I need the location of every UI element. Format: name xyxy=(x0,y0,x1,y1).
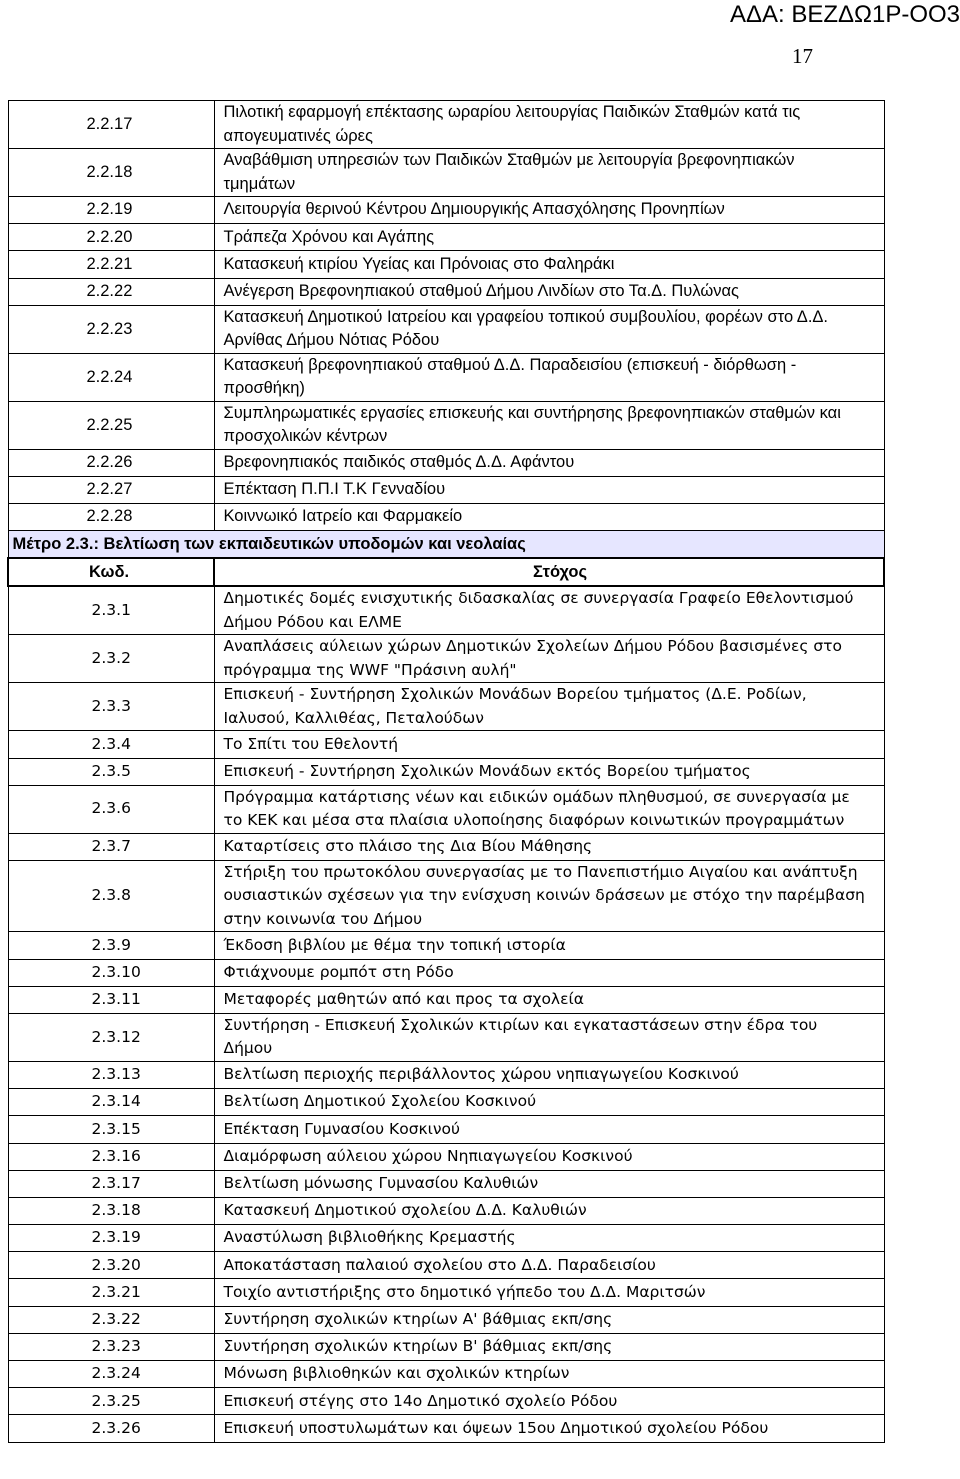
goal-cell: Μόνωση βιβλιοθηκών και σχολικών κτηρίων xyxy=(214,1361,884,1388)
table-row xyxy=(8,1225,884,1252)
goal-cell: Αναπλάσεις αύλειων χώρων Δημοτικών Σχολείων Δήμου Ρόδου βασισμένες στο πρόγραμμα της WWF "Πράσινη αυλή" xyxy=(214,635,884,683)
table-row xyxy=(8,1279,884,1306)
code-cell: 2.2.20 xyxy=(8,224,214,251)
page-number: 17 xyxy=(792,44,813,68)
table-row xyxy=(8,401,884,449)
goal-cell: Φτιάχνουμε ρομπότ στη Ρόδο xyxy=(214,959,884,986)
table-row xyxy=(8,833,884,860)
table-row xyxy=(8,683,884,731)
table-row xyxy=(8,959,884,986)
table-row xyxy=(8,586,884,635)
goal-cell: Καταρτίσεις στο πλάισο της Δια Βίου Μάθησης xyxy=(214,833,884,860)
code-cell: 2.2.23 xyxy=(8,305,214,353)
goal-cell: Ανέγερση Βρεφονηπιακού σταθμού Δήμου Λινδίων στο Τα.Δ. Πυλώνας xyxy=(214,278,884,305)
table-row xyxy=(8,353,884,401)
code-cell: 2.3.9 xyxy=(8,932,214,959)
code-cell: 2.3.15 xyxy=(8,1116,214,1143)
goal-cell: Βελτίωση Δημοτικού Σχολείου Κοσκινού xyxy=(214,1089,884,1116)
goal-cell: Κατασκευή Δημοτικού σχολείου Δ.Δ. Καλυθιών xyxy=(214,1197,884,1224)
code-cell: 2.3.24 xyxy=(8,1361,214,1388)
goal-cell: Συντήρηση σχολικών κτηρίων Α' βάθμιας εκπ/σης xyxy=(214,1306,884,1333)
code-cell: 2.2.28 xyxy=(8,504,214,531)
code-cell: 2.2.19 xyxy=(8,197,214,224)
table-row xyxy=(8,1143,884,1170)
code-cell: 2.3.7 xyxy=(8,833,214,860)
code-cell: 2.2.26 xyxy=(8,449,214,476)
table-row xyxy=(8,1415,884,1442)
table-row xyxy=(8,932,884,959)
code-cell: 2.3.11 xyxy=(8,986,214,1013)
code-cell: 2.3.13 xyxy=(8,1061,214,1088)
code-cell: 2.3.20 xyxy=(8,1252,214,1279)
goal-cell: Τοιχίο αντιστήριξης στο δημοτικό γήπεδο του Δ.Δ. Μαριτσών xyxy=(214,1279,884,1306)
code-cell: 2.2.27 xyxy=(8,476,214,503)
table-row xyxy=(8,1361,884,1388)
goal-cell: Στήριξη του πρωτοκόλου συνεργασίας με το Πανεπιστήμιο Αιγαίου και ανάπτυξη ουσιαστικών σχέσεων για την ενίσχυση κοινών δράσεων με στόχο την παρέμβαση στην κοινωνία του Δήμου xyxy=(214,860,884,932)
measure-2-3-rows xyxy=(8,586,884,1442)
table-row xyxy=(8,476,884,503)
table-row xyxy=(8,860,884,932)
goal-cell: Επέκταση Γυμνασίου Κοσκινού xyxy=(214,1116,884,1143)
table-row xyxy=(8,101,884,149)
code-cell: 2.3.1 xyxy=(8,586,214,635)
table-row xyxy=(8,731,884,758)
column-header-goal: Στόχος xyxy=(214,558,884,586)
goal-cell: Βελτίωση μόνωσης Γυμνασίου Καλυθιών xyxy=(214,1170,884,1197)
goal-cell: Αναβάθμιση υπηρεσιών των Παιδικών Σταθμών με λειτουργία βρεφονηπιακών τμημάτων xyxy=(214,149,884,197)
column-header-row xyxy=(8,558,884,586)
goal-cell: Κατασκευή βρεφονηπιακού σταθμού Δ.Δ. Παραδεισίου (επισκευή - διόρθωση - προσθήκη) xyxy=(214,353,884,401)
table-row xyxy=(8,1197,884,1224)
goal-cell: Έκδοση βιβλίου με θέμα την τοπική ιστορία xyxy=(214,932,884,959)
code-cell: 2.2.24 xyxy=(8,353,214,401)
code-cell: 2.2.18 xyxy=(8,149,214,197)
table-row xyxy=(8,986,884,1013)
goal-cell: Λειτουργία θερινού Κέντρου Δημιουργικής Απασχόλησης Προνηπίων xyxy=(214,197,884,224)
table-row xyxy=(8,785,884,833)
table-row xyxy=(8,635,884,683)
table-row xyxy=(8,1170,884,1197)
goal-cell: Διαμόρφωση αύλειου χώρου Νηπιαγωγείου Κοσκινού xyxy=(214,1143,884,1170)
table-row xyxy=(8,1061,884,1088)
code-cell: 2.3.16 xyxy=(8,1143,214,1170)
code-cell: 2.3.17 xyxy=(8,1170,214,1197)
goal-cell: Δημοτικές δομές ενισχυτικής διδασκαλίας σε συνεργασία Γραφείο Εθελοντισμού Δήμου Ρόδου και ΕΛΜΕ xyxy=(214,586,884,635)
code-cell: 2.2.25 xyxy=(8,401,214,449)
code-cell: 2.3.19 xyxy=(8,1225,214,1252)
code-cell: 2.3.26 xyxy=(8,1415,214,1442)
goal-cell: Συμπληρωματικές εργασίες επισκευής και συντήρησης βρεφονηπιακών σταθμών και προσχολικών κέντρων xyxy=(214,401,884,449)
goal-cell: Επισκευή - Συντήρηση Σχολικών Μονάδων Βορείου τμήματος (Δ.Ε. Ροδίων, Ιαλυσού, Καλλιθέας, Πεταλούδων xyxy=(214,683,884,731)
code-cell: 2.3.5 xyxy=(8,758,214,785)
table-row xyxy=(8,449,884,476)
table-row xyxy=(8,504,884,531)
code-cell: 2.3.25 xyxy=(8,1388,214,1415)
code-cell: 2.2.17 xyxy=(8,101,214,149)
column-header-code: Κωδ. xyxy=(8,558,214,586)
goal-cell: Συντήρηση - Επισκευή Σχολικών κτιρίων και εγκαταστάσεων στην έδρα του Δήμου xyxy=(214,1013,884,1061)
code-cell: 2.3.10 xyxy=(8,959,214,986)
code-cell: 2.3.12 xyxy=(8,1013,214,1061)
table-row xyxy=(8,197,884,224)
table-row xyxy=(8,224,884,251)
goal-cell: Βρεφονηπιακός παιδικός σταθμός Δ.Δ. Αφάντου xyxy=(214,449,884,476)
measure-title-row xyxy=(8,531,884,559)
goal-cell: Επισκευή στέγης στο 14ο Δημοτικό σχολείο Ρόδου xyxy=(214,1388,884,1415)
table-row xyxy=(8,1306,884,1333)
goal-cell: Πρόγραμμα κατάρτισης νέων και ειδικών ομάδων πληθυσμού, σε συνεργασία με το ΚΕΚ και μέσα στα πλαίσια υλοποίησης διαφόρων κοινωτικών προγραμμάτων xyxy=(214,785,884,833)
code-cell: 2.3.21 xyxy=(8,1279,214,1306)
code-cell: 2.3.4 xyxy=(8,731,214,758)
code-cell: 2.3.18 xyxy=(8,1197,214,1224)
table-row xyxy=(8,1013,884,1061)
goal-cell: Βελτίωση περιοχής περιβάλλοντος χώρου νηπιαγωγείου Κοσκινού xyxy=(214,1061,884,1088)
code-cell: 2.2.21 xyxy=(8,251,214,278)
code-cell: 2.3.14 xyxy=(8,1089,214,1116)
table-row xyxy=(8,1252,884,1279)
table-row xyxy=(8,1333,884,1360)
goal-cell: Επέκταση Π.Π.Ι Τ.Κ Γενναδίου xyxy=(214,476,884,503)
goal-cell: Μεταφορές μαθητών από και προς τα σχολεία xyxy=(214,986,884,1013)
goal-cell: Επισκευή υποστυλωμάτων και όψεων 15ου Δημοτικού σχολείου Ρόδου xyxy=(214,1415,884,1442)
goal-cell: Αναστύλωση βιβλιοθήκης Κρεμαστής xyxy=(214,1225,884,1252)
code-cell: 2.3.3 xyxy=(8,683,214,731)
table-row xyxy=(8,305,884,353)
goal-cell: Κοιννωικό Ιατρείο και Φαρμακείο xyxy=(214,504,884,531)
code-cell: 2.3.6 xyxy=(8,785,214,833)
table-row xyxy=(8,758,884,785)
code-cell: 2.2.22 xyxy=(8,278,214,305)
ada-code: ΑΔΑ: ΒΕΖΔΩ1Ρ-ΟΟ3 xyxy=(729,1,960,28)
goal-cell: Συντήρηση σχολικών κτηρίων Β' βάθμιας εκπ/σης xyxy=(214,1333,884,1360)
goal-cell: Τράπεζα Χρόνου και Αγάπης xyxy=(214,224,884,251)
table-row xyxy=(8,149,884,197)
table-row xyxy=(8,1388,884,1415)
code-cell: 2.3.2 xyxy=(8,635,214,683)
goal-cell: Πιλοτική εφαρμογή επέκτασης ωραρίου λειτουργίας Παιδικών Σταθμών κατά τις απογευματινές ώρες xyxy=(214,101,884,149)
goal-cell: Το Σπίτι του Εθελοντή xyxy=(214,731,884,758)
code-cell: 2.3.22 xyxy=(8,1306,214,1333)
code-cell: 2.3.8 xyxy=(8,860,214,932)
goal-cell: Αποκατάσταση παλαιού σχολείου στο Δ.Δ. Παραδεισίου xyxy=(214,1252,884,1279)
table-row xyxy=(8,1089,884,1116)
goal-cell: Κατασκευή Δημοτικού Ιατρείου και γραφείου τοπικού συμβουλίου, φορέων στο Δ.Δ. Αρνίθας Δήμου Νότιας Ρόδου xyxy=(214,305,884,353)
goal-cell: Κατασκευή κτιρίου Υγείας και Πρόνοιας στο Φαληράκι xyxy=(214,251,884,278)
table-row xyxy=(8,1116,884,1143)
table-row xyxy=(8,251,884,278)
goal-cell: Επισκευή - Συντήρηση Σχολικών Μονάδων εκτός Βορείου τμήματος xyxy=(214,758,884,785)
code-cell: 2.3.23 xyxy=(8,1333,214,1360)
table-row xyxy=(8,278,884,305)
projects-table xyxy=(7,100,885,1443)
measure-title: Μέτρο 2.3.: Βελτίωση των εκπαιδευτικών υποδομών και νεολαίας xyxy=(8,531,884,559)
